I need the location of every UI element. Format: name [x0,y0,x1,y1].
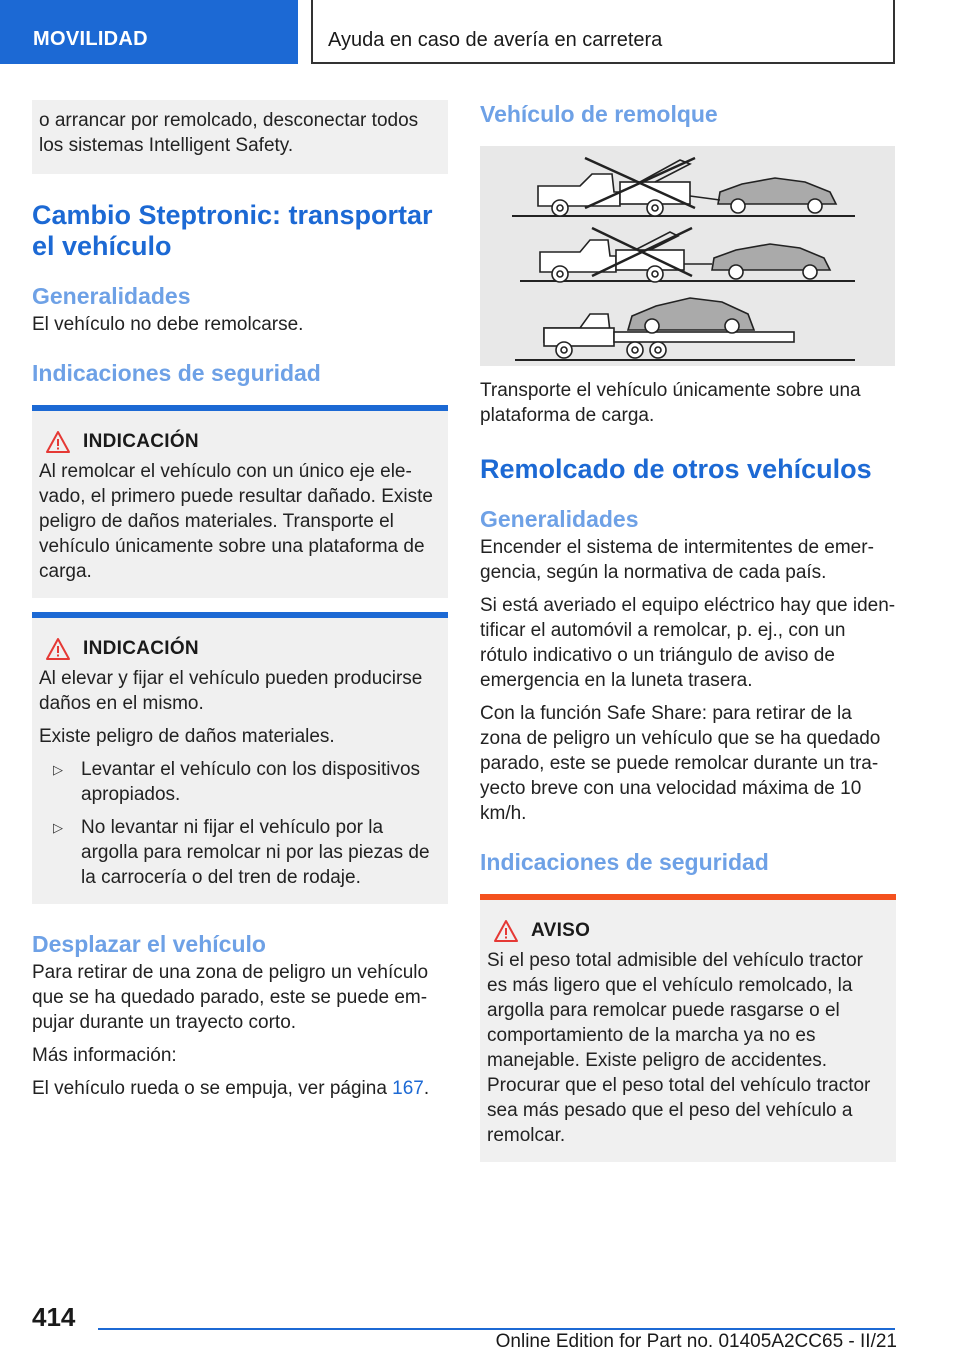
right-column [480,100,896,1162]
notice-box-2 [32,612,448,904]
car-icon [718,178,836,213]
tow-truck-diagram [480,146,895,366]
mas-info-label: Más información: [32,1045,177,1066]
warning-box [480,894,896,1162]
reference-text: El vehículo rueda o se empuja, ver página [32,1078,393,1099]
notice-box-1 [32,405,448,598]
page-link[interactable]: 167 [392,1078,424,1099]
subheading-seguridad: Indicaciones de seguridad [32,360,321,386]
page-reference [32,1076,448,1101]
page-number: 414 [32,1302,76,1332]
generalidades-text: El vehículo no debe remolcarse. [32,314,304,335]
warning-triangle-icon [45,637,71,661]
tow-truck-icon [538,160,690,216]
subheading-desplazar: Desplazar el vehículo [32,931,266,957]
reference-end: . [423,1078,430,1099]
chapter-header [311,0,895,64]
bullet-triangle-icon: ▷ [53,762,63,777]
continued-box [32,100,448,174]
subheading-seguridad: Indicaciones de seguridad [480,849,769,875]
list-item-text: Levantar el vehículo con los dispositivos apropiados. [81,759,421,805]
bullet-triangle-icon: ▷ [53,820,63,835]
section-tab [0,0,298,64]
subheading-generalidades: Generalidades [480,506,639,532]
list-item [39,757,438,807]
warning-title: AVISO [531,920,591,941]
section-label: MOVILIDAD [33,28,148,50]
notice-title: INDICACIÓN [83,638,199,659]
subheading-remolque: Vehículo de remolque [480,101,718,127]
paragraph: Encender el sistema de intermitentes de emergencia, según la normativa de cada país. [480,537,874,583]
figure-caption: Transporte el vehículo únicamente sobre una plataforma de carga. [480,380,861,426]
warning-triangle-icon [493,919,519,943]
notice-text: Existe peligro de daños materiales. [39,726,335,747]
warning-text: Si el peso total admisible del vehículo tractor es más ligero que el vehículo remolcado, la argolla para remolcar puede rasgarse o el comportamiento de la marcha ya no es manejable. Existe peligro de accidentes. Procurar que el peso total del vehículo tractor sea más pesado que el peso del vehículo a remolcar. [487,950,871,1146]
warning-triangle-icon [45,430,71,454]
footer-edition: Online Edition for Part no. 01405A2CC65 - II/21 [495,1331,897,1352]
section-heading: Remolcado de otros vehículos [480,454,872,484]
tow-truck-icon [540,232,684,282]
section-heading: Cambio Steptronic: transportar el vehículo [32,200,433,261]
paragraph: Con la función Safe Share: para retirar de la zona de peligro un vehículo que se ha quedado parado, este se puede remolcar durante un trayecto breve con una velocidad máxima de 10 km/h. [480,703,881,824]
left-column [32,100,448,1101]
car-icon [712,244,830,279]
car-icon [628,298,754,333]
desplazar-text: Para retirar de una zona de peligro un vehículo que se ha quedado parado, este se puede empujar durante un trayecto corto. [32,962,429,1033]
notice-text: Al elevar y fijar el vehículo pueden producirse daños en el mismo. [39,668,423,714]
paragraph: Si está averiado el equipo eléctrico hay que identificar el automóvil a remolcar, p. ej., con un rótulo indicativo o un triángulo de aviso de emergencia en la luneta trasera. [480,595,896,691]
subheading-generalidades: Generalidades [32,283,191,309]
notice-title: INDICACIÓN [83,431,199,452]
list-item [39,815,438,890]
towing-illustration [480,146,895,366]
notice-text: Al remolcar el vehículo con un único eje elevado, el primero puede resultar dañado. Existe peligro de daños materiales. Transporte el vehículo únicamente sobre una plataforma de carga. [39,461,433,582]
list-item-text: No levantar ni fijar el vehículo por la argolla para remolcar ni por las piezas de la carrocería o del tren de rodaje. [81,817,430,888]
footer-divider [98,1328,895,1330]
continued-text: o arrancar por remolcado, desconectar todos los sistemas Intelligent Safety. [39,110,419,156]
chapter-title: Ayuda en caso de avería en carretera [328,29,663,51]
